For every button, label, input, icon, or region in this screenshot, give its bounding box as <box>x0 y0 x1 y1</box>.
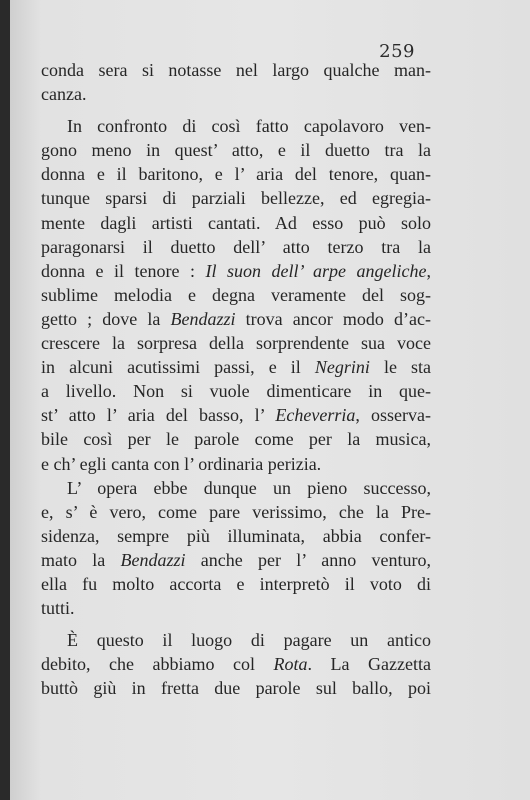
text-line <box>41 548 431 572</box>
italic-name: Echeverria <box>275 405 356 426</box>
text-line: tutti. <box>41 598 75 619</box>
book-page <box>10 0 530 800</box>
text-line: In confronto di così fatto capolavoro ven- <box>67 116 431 137</box>
text-span: . La Gazzetta <box>307 654 431 675</box>
italic-name: Il suon dell’ arpe angeliche <box>205 260 427 281</box>
text-line: tunque sparsi di parziali bellezze, ed egregia- <box>41 188 431 209</box>
text-line: donna e il baritono, e l’ aria del tenore, quan- <box>41 164 431 185</box>
italic-name: Rota <box>273 654 308 675</box>
text-line <box>41 259 431 283</box>
text-span: donna e il tenore : <box>41 260 206 281</box>
text-line: e, s’ è vero, come pare verissimo, che la Pre- <box>41 501 431 522</box>
text-span: mato la <box>41 549 121 570</box>
italic-name: Bendazzi <box>120 549 186 570</box>
text-line: gono meno in quest’ atto, e il duetto tra la <box>41 140 431 161</box>
text-line <box>41 307 431 331</box>
text-line: sidenza, sempre più illuminata, abbia confer- <box>41 525 431 546</box>
text-line <box>41 652 431 676</box>
text-line: sublime melodia e degna veramente del sog- <box>41 284 431 305</box>
text-line <box>41 355 431 379</box>
italic-name: Negrini <box>314 357 370 378</box>
text-line: conda sera si notasse nel largo qualche man- <box>41 60 431 80</box>
page-number: 259 <box>379 41 415 62</box>
text-line: buttò giù in fretta due parole sul ballo, poi <box>41 678 431 699</box>
text-span: in alcuni acutissimi passi, e il <box>41 357 315 378</box>
paragraph-gap <box>41 620 431 628</box>
text-line: È questo il luogo di pagare un antico <box>67 630 431 651</box>
text-line: ella fu molto accorta e interpretò il voto di <box>41 573 431 594</box>
text-span: debito, che abbiamo col <box>41 654 274 675</box>
text-line: crescere la sorpresa della sorprendente sua voce <box>41 333 431 354</box>
text-span: anche per l’ anno venturo, <box>185 549 431 570</box>
text-line: paragonarsi il duetto dell’ atto terzo tra la <box>41 236 431 257</box>
text-span: getto ; dove la <box>41 308 171 329</box>
text-span: le sta <box>369 357 431 378</box>
text-span: trova ancor modo d’ac- <box>235 308 431 329</box>
text-line: canza. <box>41 84 87 105</box>
text-line: L’ opera ebbe dunque un pieno successo, <box>67 477 431 498</box>
text-line: e ch’ egli canta con l’ ordinaria perizia. <box>41 453 322 474</box>
body-text <box>41 58 431 700</box>
text-span: st’ atto l’ aria del basso, l’ <box>41 405 276 426</box>
text-line <box>41 403 431 427</box>
paragraph-gap <box>41 106 431 114</box>
italic-name: Bendazzi <box>170 308 236 329</box>
text-span: , osserva- <box>355 405 432 426</box>
text-line: mente dagli artisti cantati. Ad esso può solo <box>41 212 431 233</box>
text-line: a livello. Non si vuole dimenticare in que- <box>41 381 431 402</box>
text-line: bile così per le parole come per la musica, <box>41 429 431 450</box>
text-span: , <box>426 260 431 281</box>
